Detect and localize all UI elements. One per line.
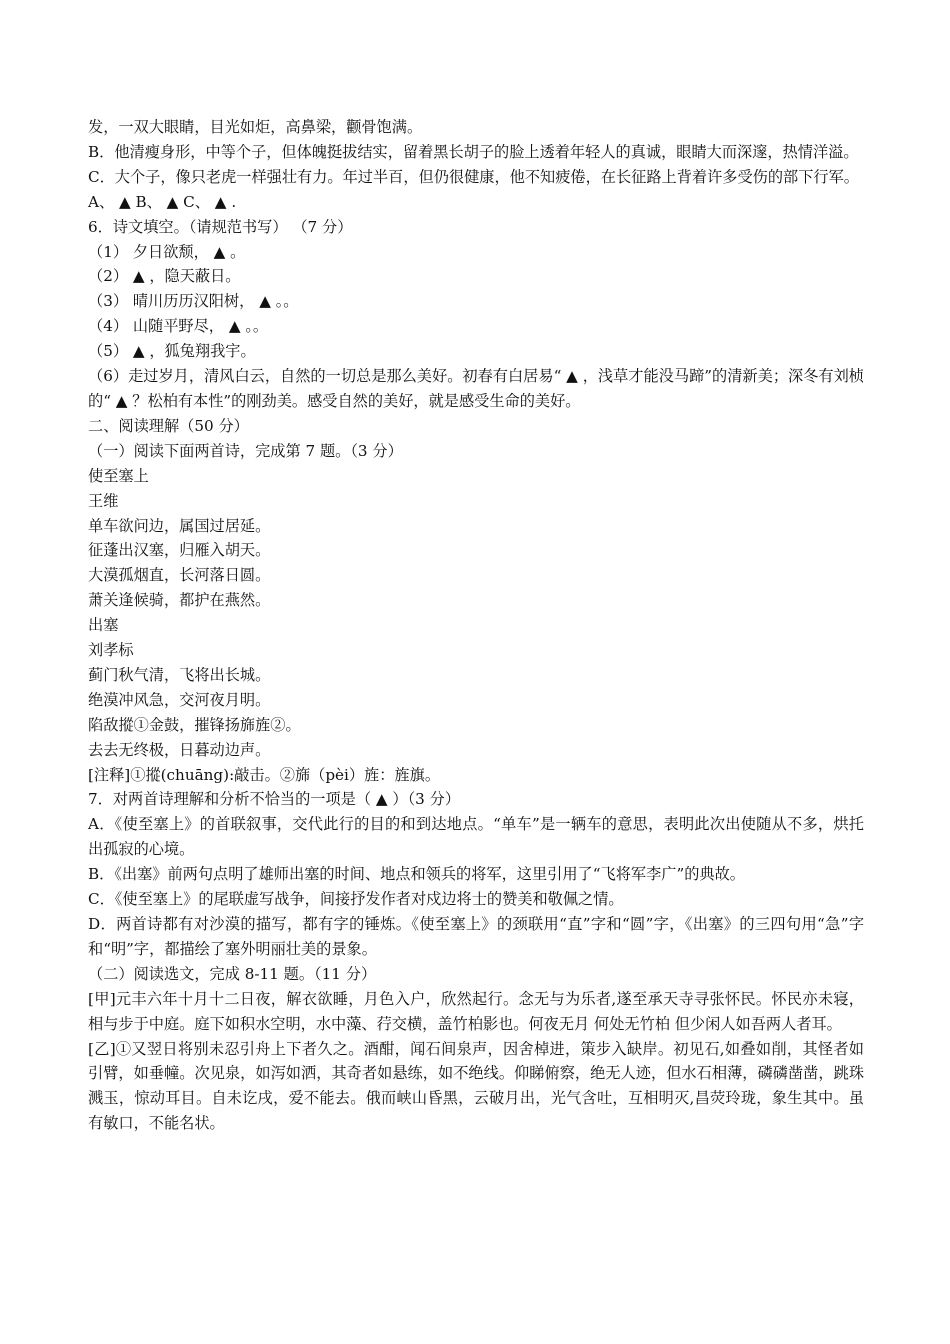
text-line: （3） 晴川历历汉阳树， ▲ 。。 xyxy=(88,292,299,311)
text-line: 陷敌摐①金鼓，摧锋扬旆旌②。 xyxy=(88,715,301,734)
text-line: [乙]①又翌日将别未忍引舟上下者久之。酒酣，闻石间泉声，因舍棹进，策步入缺岸。初见石,如叠如削，其怪者如引臂，如垂幢。次见泉，如泻如洒，其奇者如悬练，如不绝线。仰睇俯察，绝无人迹，但水石相薄，磷磷凿凿，跳珠溅玉，惊动耳目。自未讫戌，爱不能去。俄而峡山昏黑，云破月出，光气含吐，互相明灭,昌荧玲珑，象生其中。虽有敏口，不能名状。 xyxy=(88,1039,864,1133)
text-line: （1） 夕日欲颓， ▲ 。 xyxy=(88,242,246,261)
text-line: （二）阅读选文，完成 8-11 题。（11 分） xyxy=(88,964,377,983)
text-line: C．《使至塞上》的尾联虚写战争，间接抒发作者对戍边将士的赞美和敬佩之情。 xyxy=(88,890,624,909)
text-line: D．两首诗都有对沙漠的描写，都有字的锤炼。《使至塞上》的颈联用“直”字和“圆”字，《出塞》的三四句用“急”字和“明”字，都描绘了塞外明丽壮美的景象。 xyxy=(88,915,865,958)
text-line: [甲]元丰六年十月十二日夜，解衣欲睡，月色入户，欣然起行。念无与为乐者,遂至承天寺寻张怀民。怀民亦未寝，相与步于中庭。庭下如积水空明，水中藻、荇交横，盖竹柏影也。何夜无月 何处无竹柏 但少闲人如吾两人者耳。 xyxy=(88,989,864,1033)
text-line: [注释]①摐(chuāng):敲击。②旆（pèi）旌：旌旗。 xyxy=(88,765,441,784)
text-line: 大漠孤烟直，长河落日圆。 xyxy=(88,566,271,585)
text-line: 7．对两首诗理解和分析不恰当的一项是（ ▲ ）（3 分） xyxy=(88,790,461,809)
text-line: （5） ▲ ，狐兔翔我宇。 xyxy=(88,342,256,361)
text-line: （6）走过岁月，清风白云，自然的一切总是那么美好。初春有白居易“ ▲ ，浅草才能没马蹄”的清新美；深冬有刘桢的“ ▲ ？松柏有本性”的刚劲美。感受自然的美好，就是感受生命的美好。 xyxy=(88,367,864,410)
text-line: C．大个子，像只老虎一样强壮有力。年过半百，但仍很健康，他不知疲倦，在长征路上背着许多受伤的部下行军。 xyxy=(88,167,859,186)
text-line: （4） 山随平野尽， ▲ 。。 xyxy=(88,317,269,336)
text-line: 单车欲问边，属国过居延。 xyxy=(88,516,271,535)
document-page xyxy=(88,115,864,1136)
text-line: A．《使至塞上》的首联叙事，交代此行的目的和到达地点。“单车”是一辆车的意思，表明此次出使随从不多，烘托出孤寂的心境。 xyxy=(88,815,864,859)
text-line: A、 ▲ B、 ▲ C、 ▲ . xyxy=(88,192,237,211)
text-line: 蓟门秋气清，飞将出长城。 xyxy=(88,665,271,684)
text-line: 6．诗文填空。（请规范书写） （7 分） xyxy=(88,217,353,236)
text-line: 二、阅读理解（50 分） xyxy=(88,416,249,435)
text-line: 王维 xyxy=(88,491,119,510)
text-line: 绝漠冲风急，交河夜月明。 xyxy=(88,690,271,709)
text-line: （一）阅读下面两首诗，完成第 7 题。（3 分） xyxy=(88,441,403,460)
text-line: 刘孝标 xyxy=(88,641,134,660)
text-line: （2） ▲ ，隐天蔽日。 xyxy=(88,267,241,286)
text-line: B．《出塞》前两句点明了雄师出塞的时间、地点和领兵的将军，这里引用了“飞将军李广”的典故。 xyxy=(88,865,745,884)
text-line: 萧关逢候骑，都护在燕然。 xyxy=(88,591,271,610)
text-line: 征蓬出汉塞，归雁入胡天。 xyxy=(88,541,271,560)
text-line: B．他清瘦身形，中等个子，但体魄挺拔结实，留着黑长胡子的脸上透着年轻人的真诚，眼睛大而深邃，热情洋溢。 xyxy=(88,142,859,161)
text-line: 出塞 xyxy=(88,616,119,635)
text-line: 使至塞上 xyxy=(88,466,149,485)
text-line: 去去无终极，日暮动边声。 xyxy=(88,740,271,759)
text-line: 发，一双大眼睛，目光如炬，高鼻梁，颧骨饱满。 xyxy=(88,118,423,136)
